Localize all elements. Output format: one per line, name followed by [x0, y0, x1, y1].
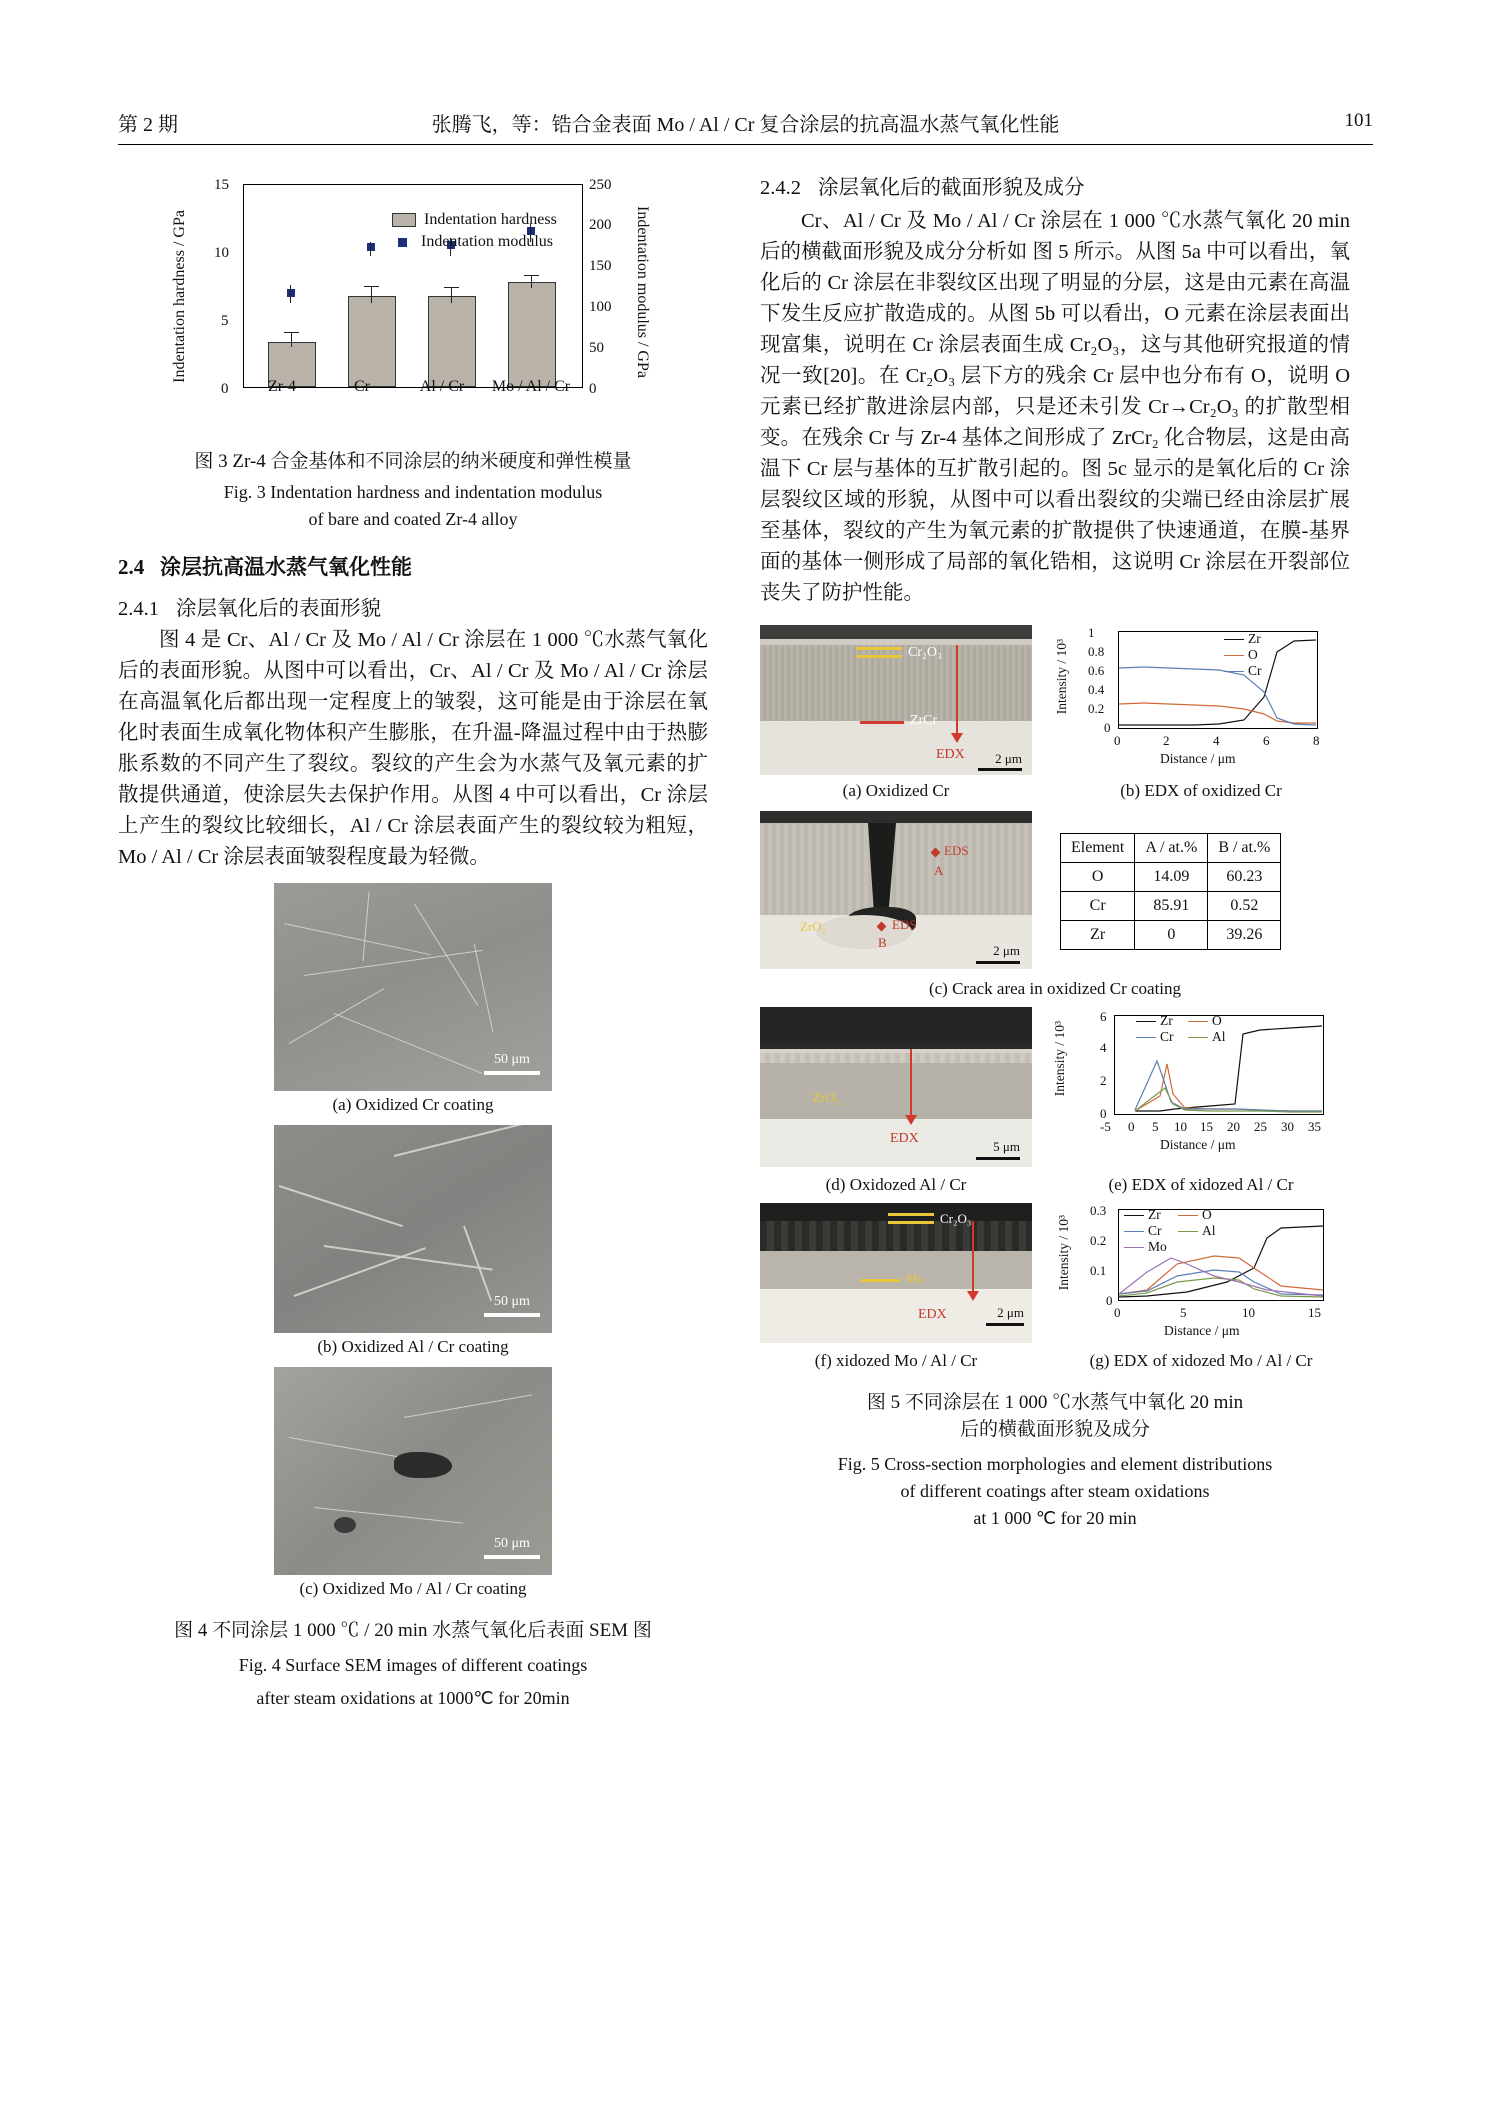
- sem-image-oxidized-moalcr: [274, 1367, 552, 1575]
- figure-5g-legend-o: O: [1202, 1207, 1212, 1222]
- legend-swatch-modulus: [398, 238, 407, 247]
- figure-5g-legend-mo: Mo: [1148, 1239, 1167, 1254]
- figure-5g-xtick-10: 10: [1242, 1305, 1255, 1320]
- figure-5-caption-cn-1: 图 5 不同涂层在 1 000 ℃水蒸气中氧化 20 min: [866, 1392, 1244, 1413]
- figure-5-caption-cn-2: 后的横截面形貌及成分: [959, 1419, 1150, 1440]
- figure-5e-xtick-30: 30: [1281, 1119, 1294, 1134]
- figure-5b-ytick-0.2: 0.2: [1088, 701, 1105, 716]
- figure-5g-legend-zr: Zr: [1148, 1207, 1161, 1222]
- chart-ylabel-right: Indentation modulus / GPa: [634, 206, 651, 378]
- figure-5b-plot: [1052, 625, 1350, 775]
- figure-5b-xtick-0: 0: [1114, 733, 1121, 748]
- left-column: [118, 170, 708, 1712]
- figure-5a-micrograph: [760, 625, 1032, 775]
- bar-cr: [348, 296, 396, 387]
- figure-5e-ytick-2: 2: [1100, 1073, 1107, 1088]
- figure-5g-xtick-5: 5: [1180, 1305, 1187, 1320]
- figure-5e-plot: [1052, 1007, 1350, 1167]
- ytick-left-15: 15: [214, 177, 229, 193]
- figure-5g-ytick-0.1: 0.1: [1090, 1263, 1107, 1278]
- label-mo-f: Mo: [906, 1271, 925, 1286]
- sem-b-caption: (b) Oxidized Al / Cr coating: [317, 1337, 509, 1356]
- eds-header-b: B / at.%: [1208, 834, 1281, 863]
- figure-5f-scale: 2 μm: [997, 1305, 1024, 1320]
- figure-5e-xlabel: Distance / μm: [1160, 1137, 1236, 1152]
- figure-5b-xtick-8: 8: [1313, 733, 1320, 748]
- figure-5g-legend-cr: Cr: [1148, 1223, 1162, 1238]
- figure-5g-ytick-0.2: 0.2: [1090, 1233, 1107, 1248]
- sem-a-scalebar: [484, 1052, 540, 1075]
- ytick-right-0: 0: [589, 381, 597, 397]
- label-zrcr-a: ZrCr: [910, 713, 938, 728]
- figure-3-caption-en-1: Fig. 3 Indentation hardness and indentation modulus: [223, 482, 603, 502]
- eds-table-header-row: [1061, 834, 1281, 863]
- header-rule: [118, 144, 1373, 145]
- page-number: 101: [1344, 110, 1373, 131]
- section-number-2-4-2: 2.4.2: [760, 177, 801, 199]
- figure-5d-scale: 5 μm: [993, 1139, 1020, 1154]
- figure-5e-xtick-20: 20: [1227, 1119, 1240, 1134]
- figure-5d-caption: (d) Oxidozed Al / Cr: [825, 1175, 967, 1194]
- errorcap-zr4: [284, 332, 299, 333]
- label-edx-f: EDX: [918, 1307, 947, 1322]
- eds-row-1-b: 0.52: [1208, 892, 1281, 921]
- ytick-left-10: 10: [214, 245, 229, 261]
- figure-5-caption-en-1: Fig. 5 Cross-section morphologies and element distributions: [837, 1454, 1273, 1474]
- sem-c-caption: (c) Oxidized Mo / Al / Cr coating: [299, 1579, 527, 1598]
- eds-row-2-element: Zr: [1061, 921, 1135, 950]
- figure-3-caption-en-2: of bare and coated Zr-4 alloy: [308, 509, 518, 529]
- figure-5c-micrograph: [760, 811, 1032, 969]
- table-row: [1061, 892, 1281, 921]
- left-paragraph-1: 图 4 是 Cr、Al / Cr 及 Mo / Al / Cr 涂层在 1 000 ℃水蒸气氧化后的表面形貌。从图中可以看出，Cr、Al / Cr 及 Mo / Al / Cr 涂层在高温氧化后都出现一定程度上的皱裂，这可能是由于涂层在氧化时表面生成氧化物体积产生膨胀，在升温-降温过程中由于热膨胀系数的不同产生了裂纹。裂纹的产生会为水蒸气及氧元素的扩散提供通道，使涂层失去保护作用。从图 4 中可以看出，Cr 涂层上产生的裂纹比较细长，Al / Cr 涂层表面产生的裂纹较为粗短，Mo / Al / Cr 涂层表面皱裂程度最为轻微。: [118, 629, 708, 868]
- eds-row-0-b: 60.23: [1208, 863, 1281, 892]
- eds-row-2-b: 39.26: [1208, 921, 1281, 950]
- figure-5g-caption: (g) EDX of xidozed Mo / Al / Cr: [1089, 1351, 1313, 1370]
- label-eds-b: EDS: [892, 917, 917, 932]
- errorbar-zr4: [291, 333, 292, 347]
- figure-5e-xtick--5: -5: [1100, 1119, 1111, 1134]
- ytick-left-0: 0: [221, 381, 229, 397]
- figure-5a-caption: (a) Oxidized Cr: [842, 781, 950, 800]
- sem-b-scalebar: [484, 1294, 540, 1317]
- figure-5e-ylabel: Intensity / 10³: [1052, 1021, 1067, 1097]
- label-point-a: A: [934, 863, 944, 878]
- label-zro2-c: ZrO₂: [800, 919, 827, 934]
- sem-a-scale-line: [484, 1071, 540, 1075]
- figure-4-caption-en-2: after steam oxidations at 1000℃ for 20min: [256, 1688, 570, 1708]
- running-title: 张腾飞，等：锆合金表面 Mo / Al / Cr 复合涂层的抗高温水蒸气氧化性能: [431, 114, 1060, 136]
- errorbar-moalcr: [531, 276, 532, 288]
- section-heading-2-4: [118, 551, 708, 581]
- eds-header-element: Element: [1061, 834, 1135, 863]
- right-column: [760, 170, 1350, 1532]
- figure-5b-xtick-2: 2: [1163, 733, 1170, 748]
- figure-5b-ytick-1.0: 1: [1088, 625, 1095, 640]
- chart-ylabel-left: Indentation hardness / GPa: [171, 210, 188, 383]
- sem-c-scale-label: 50 μm: [494, 1536, 530, 1551]
- figure-5g-ytick-0.3: 0.3: [1090, 1203, 1107, 1218]
- figure-5-caption-en-3: at 1 000 ℃ for 20 min: [973, 1508, 1137, 1528]
- sem-b-scale-label: 50 μm: [494, 1294, 530, 1309]
- ytick-right-150: 150: [589, 258, 612, 274]
- figure-5a-scale: 2 μm: [995, 751, 1022, 766]
- label-cr2o3-a: Cr₂O₃: [908, 645, 942, 660]
- figure-5e-xtick-10: 10: [1174, 1119, 1187, 1134]
- figure-5b-axes: [1118, 631, 1318, 729]
- table-row: [1061, 921, 1281, 950]
- figure-5: [760, 625, 1350, 1532]
- figure-3-caption-cn: 图 3 Zr-4 合金基体和不同涂层的纳米硬度和弹性模量: [194, 451, 632, 472]
- errorbar-cr: [371, 287, 372, 303]
- label-edx-d: EDX: [890, 1131, 919, 1146]
- figure-5e-xtick-0: 0: [1128, 1119, 1135, 1134]
- section-heading-2-4-2: [760, 170, 1350, 200]
- eds-row-1-element: Cr: [1061, 892, 1135, 921]
- legend-swatch-hardness: [392, 213, 416, 227]
- figure-5e-caption: (e) EDX of xidozed Al / Cr: [1108, 1175, 1294, 1194]
- ytick-right-250: 250: [589, 177, 612, 193]
- figure-4-caption-en-1: Fig. 4 Surface SEM images of different coatings: [238, 1655, 588, 1675]
- figure-5b-legend-o: O: [1248, 647, 1258, 662]
- errorcap-alcr: [444, 287, 459, 288]
- section-title-2-4-1: 涂层氧化后的表面形貌: [176, 598, 381, 620]
- chart-legend: [392, 211, 557, 255]
- figure-5-row-fg: [760, 1203, 1350, 1373]
- chart-plot-area: [243, 184, 583, 388]
- section-heading-2-4-1: [118, 591, 708, 621]
- legend-label-modulus: Indentation modulus: [421, 233, 553, 250]
- figure-5b-curves: [1119, 632, 1317, 728]
- errorcap-cr: [364, 286, 379, 287]
- figure-5e-ytick-4: 4: [1100, 1040, 1107, 1055]
- figure-5e-xtick-35: 35: [1308, 1119, 1321, 1134]
- label-eds-a: EDS: [944, 843, 969, 858]
- figure-5e-ytick-0: 0: [1100, 1106, 1107, 1121]
- eds-row-2-a: 0: [1135, 921, 1208, 950]
- figure-5e-legend-zr: Zr: [1160, 1013, 1173, 1028]
- bar-moalcr: [508, 282, 556, 387]
- eds-row-0-a: 14.09: [1135, 863, 1208, 892]
- figure-5f-caption: (f) xidozed Mo / Al / Cr: [814, 1351, 978, 1370]
- figure-5b-xtick-6: 6: [1263, 733, 1270, 748]
- right-paragraph-1: Cr、Al / Cr 及 Mo / Al / Cr 涂层在 1 000 ℃水蒸气氧化 20 min 后的横截面形貌及成分分析如 图 5 所示。从图 5a 中可以看出，氧化后的 Cr 涂层在非裂纹区出现了明显的分层，这是由元素在高温下发生反应扩散造成的。从图 5b 可以看出，O 元素在涂层表面出现富集，说明在 Cr 涂层表面生成 Cr₂O₃，这与其他研究报道的情况一致[20]。在 Cr₂O₃ 层下方的残余 Cr 层中也分布有 O，说明 O 元素已经扩散进涂层内部，只是还未引发 Cr→Cr₂O₃ 的扩散型相变。在残余 Cr 与 Zr-4 基体之间形成了 ZrCr₂ 化合物层，这是由高温下 Cr 层与基体的互扩散引起的。图 5c 显示的是氧化后的 Cr 涂层裂纹区域的形貌，从图中可以看出裂纹的尖端已经由涂层扩展至基体，裂纹的产生为氧元素的扩散提供了快速通道，在膜-基界面的基体一侧形成了局部的氧化锆相，这说明 Cr 涂层在开裂部位丧失了防护性能。: [760, 210, 1350, 604]
- errorbar-mod-cr: [370, 242, 371, 256]
- section-title-2-4-2: 涂层氧化后的截面形貌及成分: [818, 177, 1085, 199]
- xtick-moalcr: Mo / Al / Cr: [491, 378, 571, 395]
- eds-header-a: A / at.%: [1135, 834, 1208, 863]
- figure-5-caption-en-2: of different coatings after steam oxidations: [900, 1481, 1210, 1501]
- ytick-right-100: 100: [589, 299, 612, 315]
- sem-image-oxidized-alcr: [274, 1125, 552, 1333]
- bar-alcr: [428, 296, 476, 387]
- label-point-b: B: [878, 935, 887, 950]
- figure-5b-ytick-0.4: 0.4: [1088, 682, 1105, 697]
- figure-5g-legend-al: Al: [1202, 1223, 1216, 1238]
- label-edx-a: EDX: [936, 747, 965, 762]
- ytick-right-50: 50: [589, 340, 604, 356]
- figure-5b-caption: (b) EDX of oxidized Cr: [1120, 781, 1282, 800]
- figure-5g-ylabel: Intensity / 10³: [1056, 1215, 1071, 1291]
- figure-4-caption-cn: 图 4 不同涂层 1 000 ℃ / 20 min 水蒸气氧化后表面 SEM 图: [174, 1620, 652, 1641]
- figure-5e-xtick-15: 15: [1200, 1119, 1213, 1134]
- eds-row-0-element: O: [1061, 863, 1135, 892]
- figure-5g-ytick-0: 0: [1106, 1293, 1113, 1308]
- figure-5e-xtick-25: 25: [1254, 1119, 1267, 1134]
- table-row: [1061, 863, 1281, 892]
- sem-a-caption: (a) Oxidized Cr coating: [332, 1095, 494, 1114]
- xtick-alcr: Al / Cr: [419, 378, 465, 395]
- figure-5d-micrograph: [760, 1007, 1032, 1167]
- sem-c-scalebar: [484, 1536, 540, 1559]
- issue-number: 第 2 期: [118, 114, 178, 136]
- figure-5e-legend-cr: Cr: [1160, 1029, 1174, 1044]
- figure-5c-caption: (c) Crack area in oxidized Cr coating: [928, 979, 1182, 998]
- section-number-2-4-1: 2.4.1: [118, 598, 159, 620]
- figure-5-row-ab: [760, 625, 1350, 803]
- figure-5b-ytick-0.8: 0.8: [1088, 644, 1105, 659]
- figure-5b-legend-zr: Zr: [1248, 631, 1261, 646]
- errorcap-moalcr: [524, 275, 539, 276]
- figure-5c-scale: 2 μm: [993, 943, 1020, 958]
- eds-composition-table: [1060, 833, 1281, 950]
- figure-5g-xlabel: Distance / μm: [1164, 1323, 1240, 1338]
- eds-row-1-a: 85.91: [1135, 892, 1208, 921]
- figure-5b-ylabel: Intensity / 10³: [1054, 639, 1069, 715]
- figure-5e-legend-o: O: [1212, 1013, 1222, 1028]
- figure-5-row-de: [760, 1007, 1350, 1197]
- xtick-cr: Cr: [354, 378, 370, 395]
- figure-5f-micrograph: [760, 1203, 1032, 1343]
- figure-3-chart: [133, 170, 693, 438]
- xtick-zr4: Zr-4: [267, 378, 297, 395]
- page-header: [118, 108, 1373, 148]
- figure-5-row-c: [760, 811, 1350, 1001]
- legend-label-hardness: Indentation hardness: [424, 211, 557, 228]
- sem-image-oxidized-cr: [274, 883, 552, 1091]
- section-number-2-4: 2.4: [118, 555, 145, 579]
- section-title-2-4: 涂层抗高温水蒸气氧化性能: [160, 555, 412, 579]
- figure-5e-xtick-5: 5: [1152, 1119, 1159, 1134]
- figure-5g-plot: [1052, 1203, 1350, 1343]
- errorbar-mod-zr4: [290, 285, 291, 303]
- figure-5b-ytick-0.6: 0.6: [1088, 663, 1105, 678]
- figure-5g-xtick-15: 15: [1308, 1305, 1321, 1320]
- figure-5b-xtick-4: 4: [1213, 733, 1220, 748]
- ytick-right-200: 200: [589, 217, 612, 233]
- figure-5b-legend-cr: Cr: [1248, 663, 1262, 678]
- figure-5b-ytick-0: 0: [1104, 720, 1111, 735]
- label-zro2-d: ZrO₂: [812, 1091, 841, 1106]
- figure-5e-ytick-6: 6: [1100, 1009, 1107, 1024]
- figure-5b-xlabel: Distance / μm: [1160, 751, 1236, 766]
- figure-5e-legend-al: Al: [1212, 1029, 1226, 1044]
- sem-b-scale-line: [484, 1313, 540, 1317]
- errorbar-alcr: [451, 288, 452, 303]
- sem-c-scale-line: [484, 1555, 540, 1559]
- sem-a-scale-label: 50 μm: [494, 1052, 530, 1067]
- label-cr2o3-f: Cr₂O₃: [940, 1211, 972, 1226]
- figure-5g-xtick-0: 0: [1114, 1305, 1121, 1320]
- ytick-left-5: 5: [221, 313, 229, 329]
